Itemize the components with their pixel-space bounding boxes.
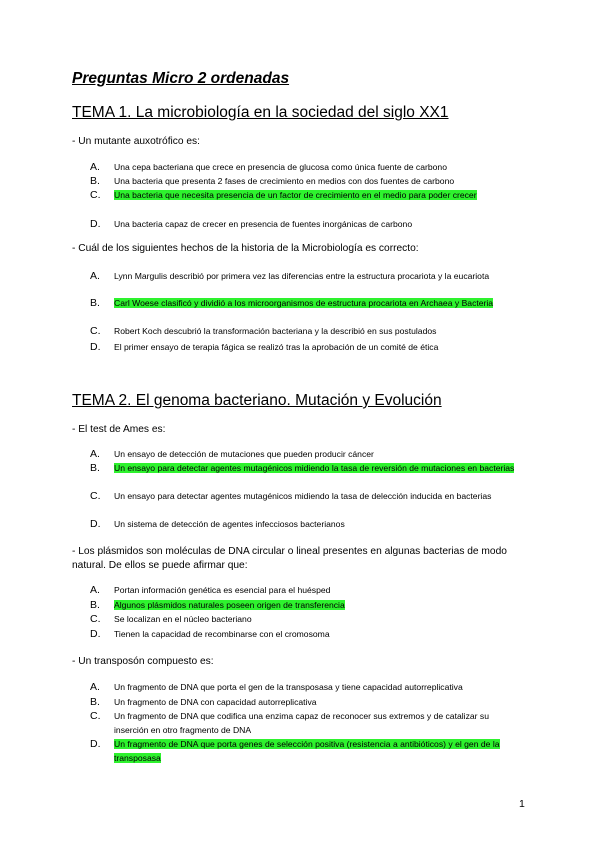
option-text: Un sistema de detección de agentes infecciosos bacterianos <box>114 519 345 529</box>
highlighted-answer: Carl Woese clasificó y dividió a los microorganismos de estructura procariota en Archaea y Bacteria <box>114 298 494 308</box>
option-text: Portan información genética es esencial para el huésped <box>114 585 331 595</box>
highlighted-answer: Un ensayo para detectar agentes mutagénicos midiendo la tasa de reversión de mutaciones en bacterias <box>114 463 515 473</box>
option-text: Una bacteria capaz de crecer en presencia de fuentes inorgánicas de carbono <box>114 219 413 229</box>
answer-option-b <box>90 175 520 189</box>
answer-option-c <box>90 613 520 627</box>
answer-option-d <box>90 341 520 355</box>
option-text: Un fragmento de DNA que codifica una enzima capaz de reconocer sus extremos y de catalizar su inserción en otro fragmento de DNA <box>114 711 489 735</box>
question-text: - Cuál de los siguientes hechos de la historia de la Microbiología es correcto: <box>72 243 419 254</box>
page-number: 1 <box>519 798 525 810</box>
option-letter: B. <box>90 297 100 309</box>
option-text: Se localizan en el núcleo bacteriano <box>114 614 252 624</box>
answer-option-b <box>90 696 520 710</box>
answer-option-c <box>90 710 520 737</box>
answer-option-b-correct <box>90 462 520 476</box>
option-letter: C. <box>90 325 101 337</box>
question-text: - El test de Ames es: <box>72 424 166 435</box>
option-text: Un fragmento de DNA que porta el gen de la transposasa y tiene capacidad autorreplicativa <box>114 682 463 692</box>
option-text: Un fragmento de DNA con capacidad autorreplicativa <box>114 697 317 707</box>
option-letter: B. <box>90 462 100 474</box>
option-letter: D. <box>90 628 101 640</box>
question-text: - Un mutante auxotrófico es: <box>72 136 200 147</box>
answer-option-c-correct <box>90 189 520 203</box>
option-letter: C. <box>90 189 101 201</box>
option-letter: B. <box>90 599 100 611</box>
highlighted-answer: Algunos plásmidos naturales poseen origen de transferencia <box>114 600 345 610</box>
answer-option-a <box>90 584 520 598</box>
answer-option-d-correct <box>90 738 520 765</box>
option-letter: C. <box>90 490 101 502</box>
option-letter: B. <box>90 175 100 187</box>
option-letter: C. <box>90 710 101 722</box>
section-title-tema1: TEMA 1. La microbiología en la sociedad del siglo XX1 <box>72 104 449 121</box>
question-text: - Un transposón compuesto es: <box>72 656 214 667</box>
answer-option-d <box>90 518 520 532</box>
option-letter: A. <box>90 161 100 173</box>
answer-option-a <box>90 270 520 284</box>
answer-option-d <box>90 218 520 232</box>
option-text: Un ensayo de detección de mutaciones que pueden producir cáncer <box>114 449 374 459</box>
answer-option-b-correct <box>90 297 520 311</box>
option-text: Lynn Margulis describió por primera vez las diferencias entre la estructura procariota y la eucariota <box>114 271 490 281</box>
answer-option-a <box>90 161 520 175</box>
answer-option-a <box>90 681 520 695</box>
option-text: Una bacteria que presenta 2 fases de crecimiento en medios con dos fuentes de carbono <box>114 176 455 186</box>
answer-option-a <box>90 448 520 462</box>
option-letter: A. <box>90 448 100 460</box>
answer-option-d <box>90 628 520 642</box>
highlighted-answer: Un fragmento de DNA que porta genes de selección positiva (resistencia a antibióticos) y el gen de la transposasa <box>114 739 500 763</box>
option-letter: D. <box>90 738 101 750</box>
option-letter: D. <box>90 218 101 230</box>
question-text: - Los plásmidos son moléculas de DNA circular o lineal presentes en algunas bacterias de modo natural. De ellos se puede afirmar que: <box>72 546 507 571</box>
option-text: El primer ensayo de terapia fágica se realizó tras la aprobación de un comité de ética <box>114 342 439 352</box>
option-letter: D. <box>90 341 101 353</box>
highlighted-answer: Una bacteria que necesita presencia de un factor de crecimiento en el medio para poder crecer <box>114 190 477 200</box>
option-text: Robert Koch descubrió la transformación bacteriana y la describió en sus postulados <box>114 326 437 336</box>
answer-option-c <box>90 490 520 504</box>
document-title: Preguntas Micro 2 ordenadas <box>72 70 290 87</box>
answer-option-b-correct <box>90 599 520 613</box>
option-text: Una cepa bacteriana que crece en presencia de glucosa como única fuente de carbono <box>114 162 447 172</box>
option-letter: A. <box>90 681 100 693</box>
option-text: Tienen la capacidad de recombinarse con el cromosoma <box>114 629 330 639</box>
option-letter: C. <box>90 613 101 625</box>
option-letter: A. <box>90 584 100 596</box>
option-letter: D. <box>90 518 101 530</box>
option-letter: B. <box>90 696 100 708</box>
option-letter: A. <box>90 270 100 282</box>
option-text: Un ensayo para detectar agentes mutagénicos midiendo la tasa de delección inducida en bacterias <box>114 491 492 501</box>
section-title-tema2: TEMA 2. El genoma bacteriano. Mutación y Evolución <box>72 392 442 409</box>
answer-option-c <box>90 325 520 339</box>
